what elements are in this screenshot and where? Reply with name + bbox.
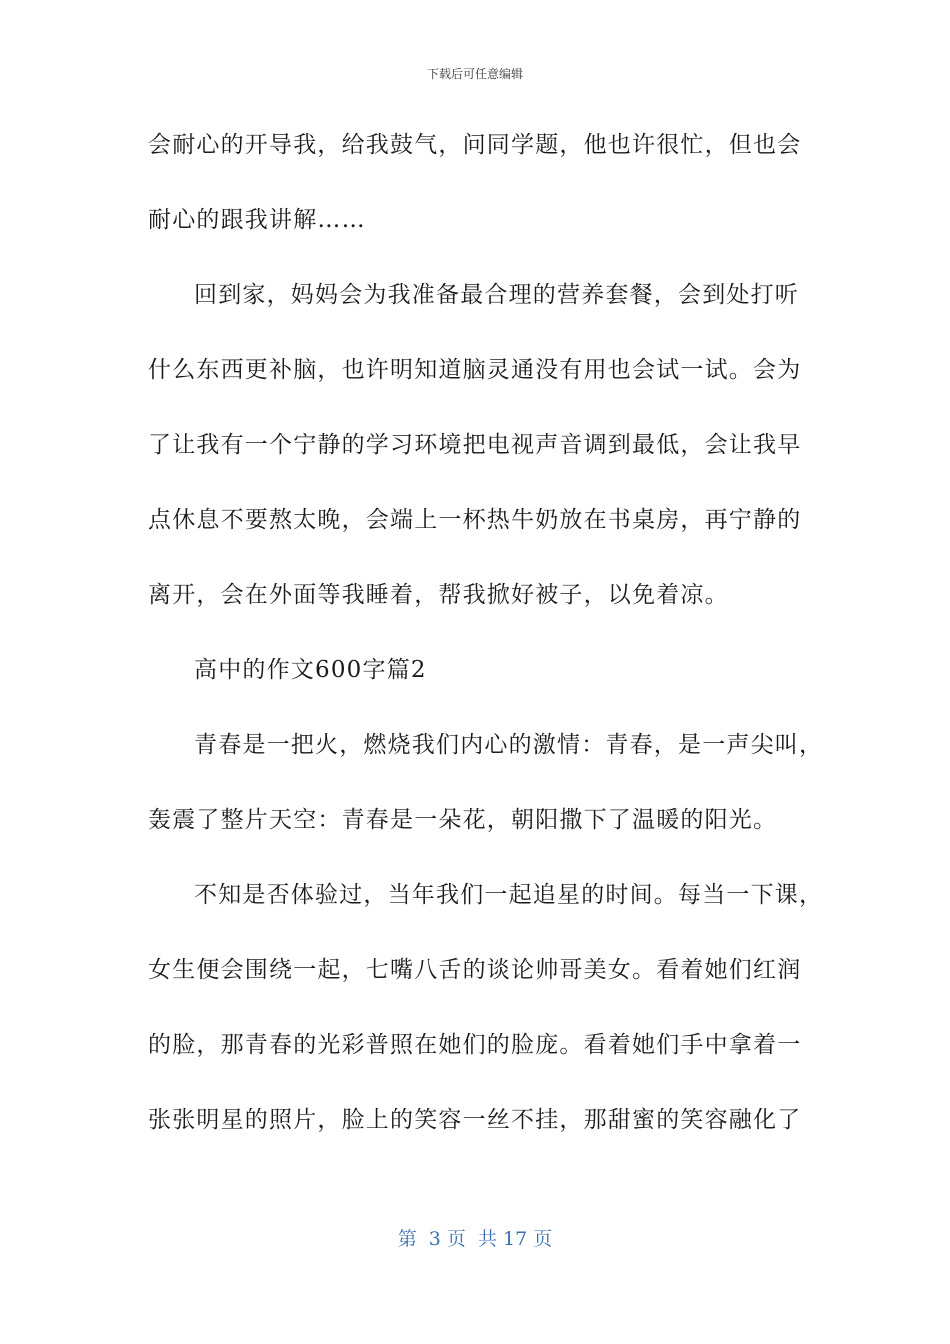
body-line: 的脸，那青春的光彩普照在她们的脸庞。看着她们手中拿着一 <box>148 1032 802 1058</box>
body-line: 离开，会在外面等我睡着，帮我掀好被子，以免着凉。 <box>148 582 729 608</box>
body-line: 青春是一把火，燃烧我们内心的激情：青春，是一声尖叫， <box>194 732 824 758</box>
body-line: 点休息不要熬太晚，会端上一杯热牛奶放在书桌房，再宁静的 <box>148 507 802 533</box>
body-line: 女生便会围绕一起，七嘴八舌的谈论帅哥美女。看着她们红润 <box>148 957 802 983</box>
body-line: 了让我有一个宁静的学习环境把电视声音调到最低，会让我早 <box>148 432 802 458</box>
page-number-footer: 第 3 页 共 17 页 <box>397 1228 553 1250</box>
body-line: 张张明星的照片，脸上的笑容一丝不挂，那甜蜜的笑容融化了 <box>148 1107 802 1133</box>
body-line: 什么东西更补脑，也许明知道脑灵通没有用也会试一试。会为 <box>148 357 802 383</box>
body-line: 会耐心的开导我，给我鼓气，问同学题，他也许很忙，但也会 <box>148 132 802 158</box>
body-line: 回到家，妈妈会为我准备最合理的营养套餐，会到处打听 <box>194 282 799 308</box>
body-line: 耐心的跟我讲解…… <box>148 207 366 233</box>
body-line: 轰震了整片天空：青春是一朵花，朝阳撒下了温暖的阳光。 <box>148 807 778 833</box>
body-line: 不知是否体验过，当年我们一起追星的时间。每当一下课， <box>194 882 824 908</box>
section-heading: 高中的作文600字篇2 <box>194 657 427 683</box>
page-header-note: 下载后可任意编辑 <box>426 67 523 81</box>
